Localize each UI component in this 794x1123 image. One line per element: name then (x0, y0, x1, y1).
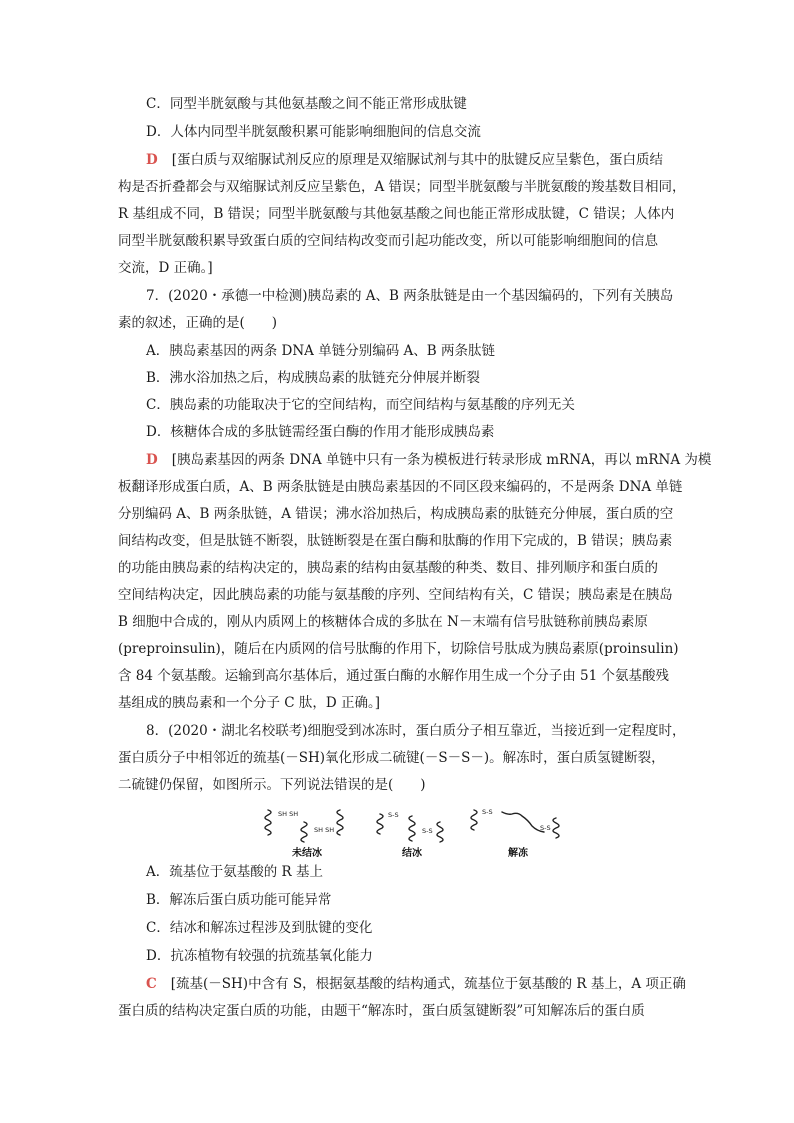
bond-label: SH SH (278, 810, 299, 818)
q8-option-a: A．巯基位于氨基酸的 R 基上 (146, 864, 323, 880)
protein-chain-1c (337, 810, 343, 835)
q8-explanation-line: C [巯基(－SH)中含有 S，根据氨基酸的结构通式，巯基位于氨基酸的 R 基上，A 项正确 (146, 976, 686, 992)
q7-explanation-line: 的功能由胰岛素的结构决定的，胰岛素的结构由氨基酸的种类、数目、排列顺序和蛋白质的 (118, 560, 658, 576)
q7-explanation-line: 基组成的胰岛素和一个分子 C 肽，D 正确。] (118, 695, 381, 711)
q6-explanation-line: 交流，D 正确。] (118, 260, 213, 276)
q8-answer-letter: C (146, 976, 157, 992)
q7-stem-line: 素的叙述，正确的是( ) (118, 315, 278, 331)
q7-explanation-line: 分别编码 A、B 两条肽链，A 错误；沸水浴加热后，构成胰岛素的肽链充分伸展，蛋白质的空 (118, 506, 674, 522)
q8-stem-line: 二硫键仍保留，如图所示。下列说法错误的是( ) (118, 777, 426, 793)
q6-explanation-line: 同型半胱氨酸积累导致蛋白质的空间结构改变而引起功能改变，所以可能影响细胞间的信息 (118, 233, 658, 249)
q7-explanation-line: (preproinsulin)，随后在内质网的信号肽酶的作用下，切除信号肽成为胰岛素原(proinsulin) (118, 641, 679, 657)
bond-label: S-S (388, 811, 399, 819)
q6-answer-letter: D (146, 152, 158, 168)
q7-explanation-line: D [胰岛素基因的两条 DNA 单链中只有一条为模板进行转录形成 mRNA，再以 mRNA 为模 (146, 452, 712, 468)
protein-chain-2b (409, 816, 415, 841)
protein-chain-2a (377, 814, 383, 834)
q6-explanation-line: 构是否折叠都会与双缩脲试剂反应呈紫色，A 错误；同型半胱氨酸与半胱氨酸的羧基数目相同， (118, 179, 686, 195)
q7-stem-line: 7．(2020・承德一中检测)胰岛素的 A、B 两条肽链是由一个基因编码的，下列有关胰岛 (146, 288, 674, 304)
diagram-label-frozen: 结冰 (402, 848, 422, 858)
q7-answer-letter: D (146, 452, 158, 468)
q7-option-b: B．沸水浴加热之后，构成胰岛素的肽链充分伸展并断裂 (146, 370, 480, 386)
protein-chain-3a (471, 810, 477, 830)
protein-chain-3c (553, 818, 559, 838)
bond-label: S-S (540, 824, 551, 832)
q7-option-a: A．胰岛素基因的两条 DNA 单链分别编码 A、B 两条肽链 (146, 343, 495, 359)
bond-label: S-S (422, 827, 433, 835)
q6-option-c: C．同型半胱氨酸与其他氨基酸之间不能正常形成肽键 (146, 96, 467, 112)
protein-chain-1b (301, 822, 307, 842)
q7-option-d: D．核糖体合成的多肽链需经蛋白酶的作用才能形成胰岛素 (146, 424, 495, 440)
q7-explanation-line: 板翻译形成蛋白质，A、B 两条肽链是由胰岛素基因的不同区段来编码的，不是两条 DNA 单链 (118, 479, 683, 495)
q8-option-b: B．解冻后蛋白质功能可能异常 (146, 892, 332, 908)
protein-freezing-diagram (262, 806, 562, 858)
q7-explanation-line: 含 84 个氨基酸。运输到高尔基体后，通过蛋白酶的水解作用生成一个分子由 51 个氨基酸残 (118, 668, 670, 684)
q6-option-d: D．人体内同型半胱氨酸积累可能影响细胞间的信息交流 (146, 124, 481, 140)
bond-label: SH SH (314, 826, 335, 834)
q8-stem-line: 蛋白质分子中相邻近的巯基(－SH)氧化形成二硫键(－S－S－)。解冻时，蛋白质氢键断裂， (118, 750, 665, 766)
diagram-label-thawed: 解冻 (508, 848, 528, 858)
q8-explanation-line: 蛋白质的结构决定蛋白质的功能，由题干“解冻时，蛋白质氢键断裂”可知解冻后的蛋白质 (118, 1003, 645, 1019)
q6-explanation-line: R 基组成不同，B 错误；同型半胱氨酸与其他氨基酸之间也能正常形成肽键，C 错误；人体内 (118, 206, 675, 222)
protein-chain-1a (265, 810, 271, 835)
q8-option-d: D．抗冻植物有较强的抗巯基氧化能力 (146, 948, 373, 964)
q8-option-c: C．结冰和解冻过程涉及到肽键的变化 (146, 920, 373, 936)
q7-explanation-line: 间结构改变，但是肽链不断裂，肽链断裂是在蛋白酶和肽酶的作用下完成的，B 错误；胰岛素 (118, 533, 673, 549)
q7-option-c: C．胰岛素的功能取决于它的空间结构，而空间结构与氨基酸的序列无关 (146, 397, 575, 413)
diagram-label-unfrozen: 未结冰 (292, 848, 322, 858)
protein-chain-2c (437, 822, 443, 842)
bond-label: S-S (482, 808, 493, 816)
protein-chain-3b (502, 812, 544, 832)
q7-explanation-line: 空间结构决定，因此胰岛素的功能与氨基酸的序列、空间结构有关，C 错误；胰岛素是在胰岛 (118, 587, 673, 603)
q6-explanation-line: D [蛋白质与双缩脲试剂反应的原理是双缩脲试剂与其中的肽键反应呈紫色，蛋白质结 (146, 152, 663, 168)
q7-explanation-line: B 细胞中合成的，刚从内质网上的核糖体合成的多肽在 N－末端有信号肽链称前胰岛素原 (118, 614, 648, 630)
q8-stem-line: 8．(2020・湖北名校联考)细胞受到冰冻时，蛋白质分子相互靠近，当接近到一定程度时， (146, 723, 686, 739)
